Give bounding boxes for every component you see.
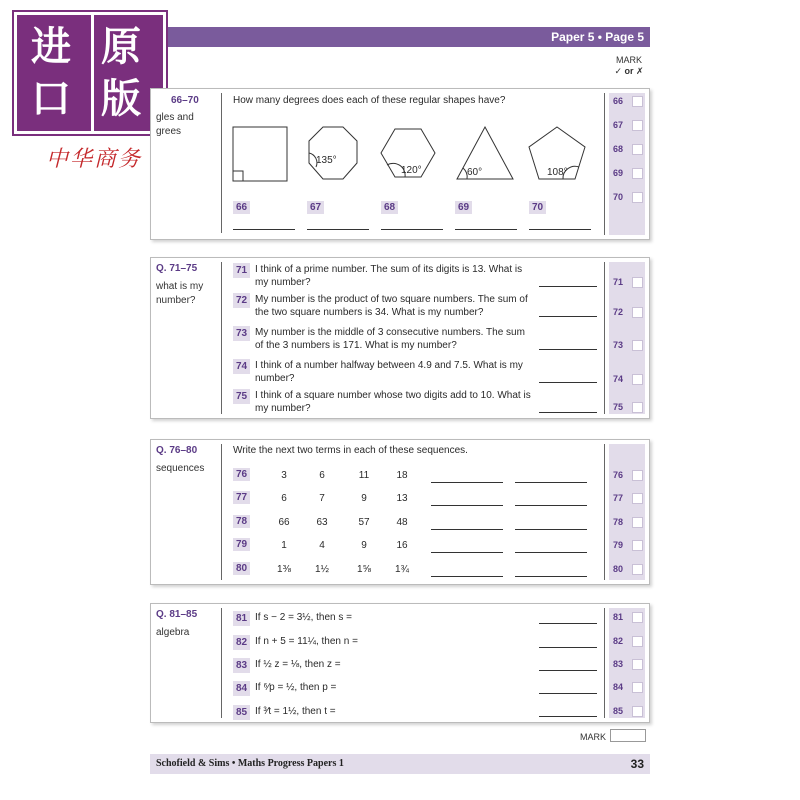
mark-checkbox-81[interactable] (632, 612, 643, 623)
mark-row-80: 80 (610, 564, 646, 576)
mark-checkbox-66[interactable] (632, 96, 643, 107)
page-label: Paper 5 • Page 5 (551, 30, 644, 44)
mark-heading-sub: ✓ or ✗ (614, 66, 644, 76)
question-range: 66–70 (171, 95, 199, 106)
answer-label-66: 66 (233, 201, 250, 214)
question-range: Q. 76–80 (156, 445, 198, 456)
mark-checkbox-67[interactable] (632, 120, 643, 131)
answer-line-81[interactable] (539, 623, 597, 624)
answer-line-82[interactable] (539, 647, 597, 648)
mark-checkbox-73[interactable] (632, 340, 643, 351)
mark-checkbox-78[interactable] (632, 517, 643, 528)
answer-line-79a[interactable] (431, 552, 503, 553)
answer-line-76b[interactable] (515, 482, 587, 483)
answer-line-77a[interactable] (431, 505, 503, 506)
mark-row-77: 77 (610, 493, 646, 505)
mark-checkbox-82[interactable] (632, 636, 643, 647)
answer-line-68[interactable] (381, 229, 443, 230)
mark-row-82: 82 (610, 636, 646, 648)
answer-line-70[interactable] (529, 229, 591, 230)
answer-line-66[interactable] (233, 229, 295, 230)
octagon-angle: 135° (316, 155, 337, 166)
answer-line-77b[interactable] (515, 505, 587, 506)
mark-checkbox-72[interactable] (632, 307, 643, 318)
question-81: 81 If s − 2 = 3½, then s = (233, 611, 533, 625)
mark-checkbox-71[interactable] (632, 277, 643, 288)
mark-row-78: 78 (610, 517, 646, 529)
pentagon-angle: 108° (547, 167, 568, 178)
mark-row-74: 74 (610, 374, 646, 386)
answer-line-73[interactable] (539, 349, 597, 350)
shapes-figure (229, 123, 619, 193)
mark-checkbox-70[interactable] (632, 192, 643, 203)
mark-checkbox-79[interactable] (632, 540, 643, 551)
mark-row-69: 69 (610, 168, 646, 180)
triangle-angle: 60° (467, 167, 483, 178)
question-75: 75 I think of a square number whose two digits add to 10. What is my number? (233, 389, 533, 417)
answer-line-67[interactable] (307, 229, 369, 230)
mark-checkbox-76[interactable] (632, 470, 643, 481)
question-73: 73 My number is the middle of 3 consecutive numbers. The sum of the 3 numbers is 171. What is my number? (233, 326, 533, 354)
question-box-66-70 (150, 88, 650, 240)
triangle-shape (457, 127, 513, 179)
answer-label-68: 68 (381, 201, 398, 214)
question-prompt: Write the next two terms in each of these sequences. (233, 445, 468, 456)
question-84: 84 If ⁶⁄p = ½, then p = (233, 681, 533, 695)
page-mark-box[interactable] (610, 729, 646, 742)
answer-line-75[interactable] (539, 412, 597, 413)
answer-line-76a[interactable] (431, 482, 503, 483)
answer-line-84[interactable] (539, 693, 597, 694)
question-range: Q. 81–85 (156, 609, 198, 620)
octagon-shape (309, 127, 357, 179)
mark-row-72: 72 (610, 307, 646, 319)
mark-heading-label: MARK (615, 55, 642, 65)
answer-line-80a[interactable] (431, 576, 503, 577)
question-box-81-85 (150, 603, 650, 723)
answer-line-69[interactable] (455, 229, 517, 230)
hexagon-angle: 120° (401, 165, 422, 176)
mark-row-67: 67 (610, 120, 646, 132)
question-topic: algebra (156, 627, 190, 638)
mark-row-76: 76 (610, 470, 646, 482)
page-mark-label: MARK (580, 732, 607, 742)
sequence-row-76: 76 3 6 11 18 (233, 468, 603, 484)
mark-row-66: 66 (610, 96, 646, 108)
mark-row-83: 83 (610, 659, 646, 671)
logo-subtitle: 中华商务 (46, 147, 143, 172)
mark-row-84: 84 (610, 682, 646, 694)
footer-text: Schofield & Sims • Maths Progress Papers 1 (156, 758, 344, 769)
sequence-row-80: 80 1⅜ 1½ 1⅝ 1¾ (233, 562, 603, 578)
answer-line-74[interactable] (539, 382, 597, 383)
question-72: 72 My number is the product of two square numbers. The sum of the two square numbers is 34. What is my number? (233, 293, 533, 321)
mark-row-71: 71 (610, 277, 646, 289)
answer-label-70: 70 (529, 201, 546, 214)
page-mark-total (580, 732, 606, 742)
question-85: 85 If ³⁄t = 1½, then t = (233, 705, 533, 719)
mark-checkbox-68[interactable] (632, 144, 643, 155)
mark-column (609, 93, 645, 235)
question-box-71-75 (150, 257, 650, 419)
question-83: 83 If ½ z = ⅛, then z = (233, 658, 533, 672)
question-74: 74 I think of a number halfway between 4.9 and 7.5. What is my number? (233, 359, 533, 387)
mark-row-79: 79 (610, 540, 646, 552)
question-82: 82 If n + 5 = 11¼, then n = (233, 635, 533, 649)
mark-column (609, 444, 645, 580)
page-footer (150, 754, 650, 774)
question-topic: what is my number? (156, 281, 204, 306)
question-71: 71 I think of a prime number. The sum of its digits is 13. What is my number? (233, 263, 533, 291)
question-topic: gles and grees (156, 112, 194, 137)
logo (14, 12, 166, 177)
mark-row-81: 81 (610, 612, 646, 624)
answer-line-83[interactable] (539, 670, 597, 671)
page-header-bar (150, 27, 650, 47)
logo-char-2: 原 (101, 24, 141, 70)
logo-book (14, 12, 166, 134)
logo-char-1: 进 (31, 24, 71, 70)
answer-line-85[interactable] (539, 716, 597, 717)
mark-checkbox-84[interactable] (632, 682, 643, 693)
mark-checkbox-69[interactable] (632, 168, 643, 179)
mark-checkbox-77[interactable] (632, 493, 643, 504)
mark-row-85: 85 (610, 706, 646, 718)
mark-checkbox-85[interactable] (632, 706, 643, 717)
answer-line-78a[interactable] (431, 529, 503, 530)
mark-checkbox-74[interactable] (632, 374, 643, 385)
square-shape (233, 127, 287, 181)
answer-label-69: 69 (455, 201, 472, 214)
sequence-row-78: 78 66 63 57 48 (233, 515, 603, 531)
question-prompt: How many degrees does each of these regular shapes have? (233, 95, 506, 106)
answer-line-79b[interactable] (515, 552, 587, 553)
answer-line-80b[interactable] (515, 576, 587, 577)
question-topic: sequences (156, 463, 205, 474)
question-range: Q. 71–75 (156, 263, 198, 274)
answer-label-67: 67 (307, 201, 324, 214)
answer-line-71[interactable] (539, 286, 597, 287)
mark-checkbox-83[interactable] (632, 659, 643, 670)
question-box-76-80 (150, 439, 650, 585)
page-number: 33 (630, 757, 644, 771)
sequence-row-79: 79 1 4 9 16 (233, 538, 603, 554)
mark-heading (608, 55, 650, 77)
mark-checkbox-75[interactable] (632, 402, 643, 413)
mark-row-70: 70 (610, 192, 646, 204)
mark-row-68: 68 (610, 144, 646, 156)
mark-row-73: 73 (610, 340, 646, 352)
logo-char-3: 口 (31, 76, 71, 122)
mark-checkbox-80[interactable] (632, 564, 643, 575)
logo-char-4: 版 (101, 76, 141, 122)
sequence-row-77: 77 6 7 9 13 (233, 491, 603, 507)
answer-line-78b[interactable] (515, 529, 587, 530)
answer-line-72[interactable] (539, 316, 597, 317)
mark-row-75: 75 (610, 402, 646, 414)
